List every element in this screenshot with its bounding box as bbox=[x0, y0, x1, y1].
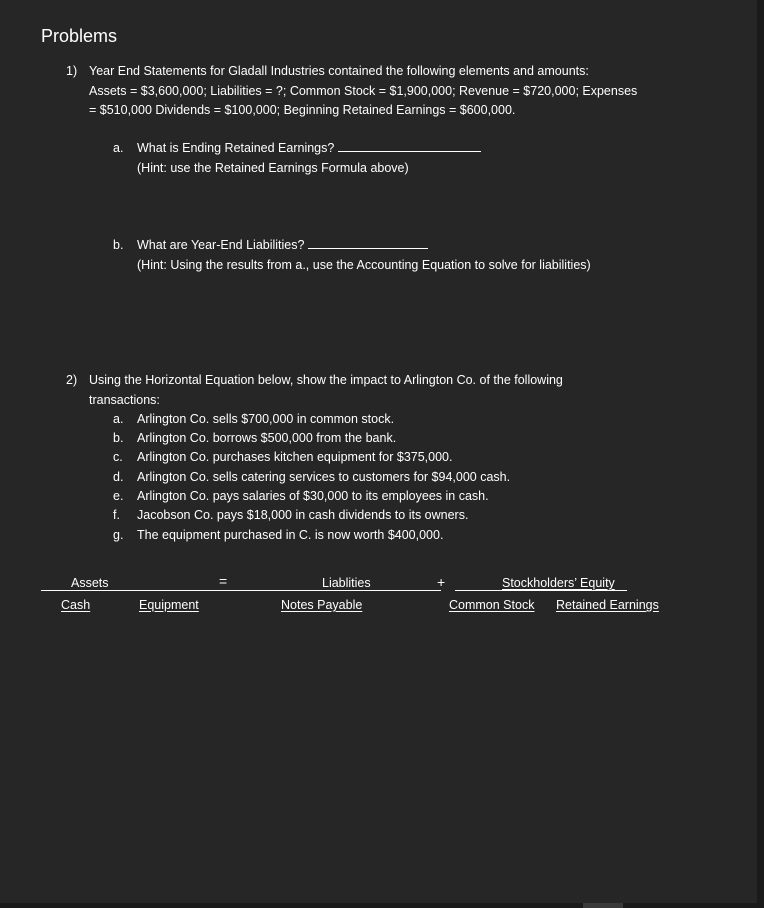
transaction-item: Arlington Co. sells catering services to customers for $94,000 cash. bbox=[137, 470, 511, 484]
problem-1b-question-text: What are Year-End Liabilities? bbox=[137, 238, 305, 252]
transaction-item: Arlington Co. sells $700,000 in common stock. bbox=[137, 412, 395, 426]
equipment-column: Equipment bbox=[139, 598, 199, 612]
transaction-item: Arlington Co. pays salaries of $30,000 to its employees in cash. bbox=[137, 489, 489, 503]
plus-sign: + bbox=[437, 574, 446, 590]
transaction-letter: f. bbox=[113, 508, 120, 522]
transaction-letter: e. bbox=[113, 489, 124, 503]
window-frame-bottom bbox=[0, 903, 764, 908]
common-stock-column: Common Stock bbox=[449, 598, 535, 612]
transaction-item: The equipment purchased in C. is now worth $400,000. bbox=[137, 528, 444, 542]
transaction-letter: d. bbox=[113, 470, 124, 484]
problem-1-line-3: = $510,000 Dividends = $100,000; Beginning Retained Earnings = $600,000. bbox=[89, 103, 516, 117]
transaction-letter: a. bbox=[113, 412, 124, 426]
problem-1a-hint: (Hint: use the Retained Earnings Formula above) bbox=[137, 161, 409, 175]
page-title: Problems bbox=[41, 26, 118, 46]
problem-2-line-1: Using the Horizontal Equation below, show the impact to Arlington Co. of the following bbox=[89, 373, 563, 387]
problem-1-line-1: Year End Statements for Gladall Industries contained the following elements and amounts: bbox=[89, 64, 589, 78]
problem-1b-question bbox=[137, 236, 428, 255]
problem-1a-question bbox=[137, 139, 481, 158]
transaction-item: Arlington Co. borrows $500,000 from the bank. bbox=[137, 431, 397, 445]
cash-column: Cash bbox=[61, 598, 91, 612]
problem-1b-letter: b. bbox=[113, 238, 124, 252]
notes-payable-column: Notes Payable bbox=[281, 598, 363, 612]
retained-earnings-column: Retained Earnings bbox=[556, 598, 659, 612]
problem-1b-hint: (Hint: Using the results from a., use the Accounting Equation to solve for liabilities) bbox=[137, 258, 591, 272]
problem-2-line-2: transactions: bbox=[89, 393, 160, 407]
window-frame-right bbox=[757, 0, 764, 908]
transaction-letter: g. bbox=[113, 528, 124, 542]
stockholders-equity-header: Stockholders’ Equity bbox=[502, 576, 615, 590]
problem-1a-letter: a. bbox=[113, 141, 124, 155]
problem-1-number: 1) bbox=[66, 64, 78, 78]
transaction-item: Arlington Co. purchases kitchen equipment for $375,000. bbox=[137, 450, 453, 464]
problem-1b-answer-blank[interactable] bbox=[308, 236, 428, 249]
problem-1-line-2: Assets = $3,600,000; Liabilities = ?; Common Stock = $1,900,000; Revenue = $720,000; Expenses bbox=[89, 84, 638, 98]
transaction-item: Jacobson Co. pays $18,000 in cash dividends to its owners. bbox=[137, 508, 469, 522]
assets-header: Assets bbox=[71, 576, 109, 590]
transaction-letter: b. bbox=[113, 431, 124, 445]
equals-sign: = bbox=[219, 573, 228, 589]
problem-1a-question-text: What is Ending Retained Earnings? bbox=[137, 141, 335, 155]
liabilities-header: Liablities bbox=[322, 576, 371, 590]
problem-1a-answer-blank[interactable] bbox=[338, 139, 481, 152]
scrollbar-thumb[interactable] bbox=[583, 903, 623, 908]
problem-2-number: 2) bbox=[66, 373, 78, 387]
transaction-letter: c. bbox=[113, 450, 123, 464]
